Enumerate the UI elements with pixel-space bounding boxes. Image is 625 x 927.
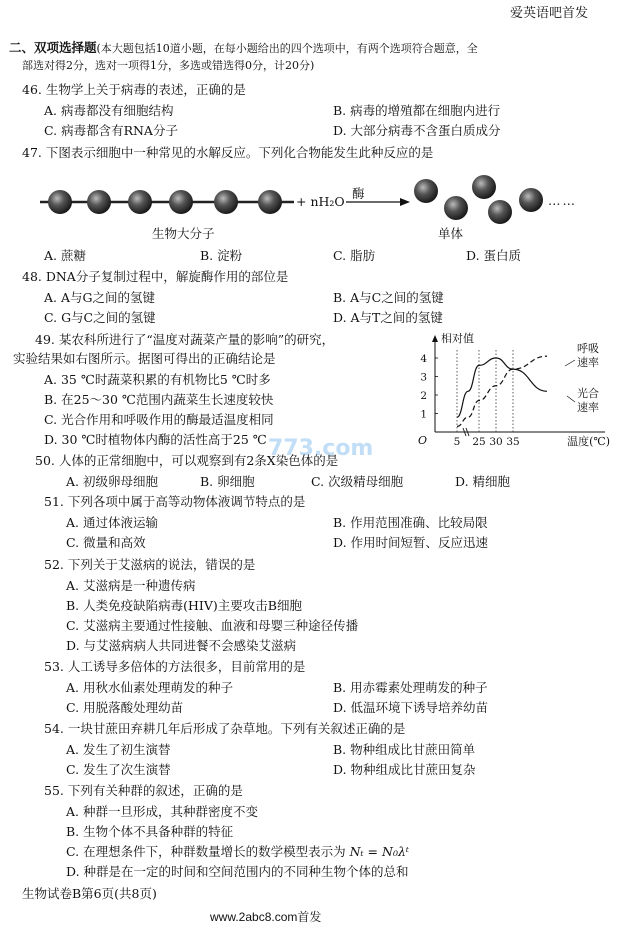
section-title: 二、双项选择题 — [9, 40, 97, 55]
y-tick-label: 3 — [420, 371, 427, 384]
monomer — [519, 188, 543, 212]
q46-option-c: C. 病毒都含有RNA分子 — [44, 123, 178, 138]
q47-option-b: B. 淀粉 — [200, 248, 243, 263]
q55-option-a: A. 种群一旦形成，其种群密度不变 — [66, 804, 258, 819]
q54-option-c: C. 发生了次生演替 — [66, 762, 171, 777]
q46-option-b: B. 病毒的增殖都在细胞内进行 — [333, 103, 501, 118]
section-instruction-2: 部选对得2分，选对一项得1分，多选或错选得0分，计20分) — [22, 59, 315, 72]
x-tick-label: 5 — [453, 436, 461, 448]
q50-stem: 50. 人体的正常细胞中，可以观察到有2条X染色体的是 — [35, 453, 339, 468]
section-heading — [9, 40, 478, 56]
q49-stem-line1: 49. 某农科所进行了“温度对蔬菜产量的影响”的研究， — [35, 332, 335, 347]
q46-option-a: A. 病毒都没有细胞结构 — [44, 103, 174, 118]
q55-formula: Nₜ = N₀λᵗ — [349, 844, 409, 859]
q51-option-a: A. 通过体液运输 — [66, 515, 158, 530]
monomer — [472, 175, 496, 199]
temperature-rate-chart — [405, 330, 620, 455]
legend-leader — [565, 360, 575, 366]
diagram-enzyme-label: 酶 — [352, 186, 365, 201]
legend-respiration-label: 呼吸 — [577, 342, 599, 355]
q52-option-a: A. 艾滋病是一种遗传病 — [66, 578, 196, 593]
q48-option-d: D. A与T之间的氢键 — [333, 310, 443, 325]
watermark-logo: 773.com — [268, 436, 374, 461]
legend-respiration-label: 速率 — [577, 356, 599, 369]
q46-stem: 46. 生物学上关于病毒的表述，正确的是 — [22, 82, 246, 97]
q47-stem: 47. 下图表示细胞中一种常见的水解反应。下列化合物能发生此种反应的是 — [22, 145, 434, 160]
q55-option-c-text: C. 在理想条件下，种群数量增长的数学模型表示为 — [66, 844, 346, 859]
macromolecule-unit — [48, 190, 72, 214]
macromolecule-unit — [214, 190, 238, 214]
q51-option-b: B. 作用范围准确、比较局限 — [333, 515, 488, 530]
q48-option-c: C. G与C之间的氢键 — [44, 310, 156, 325]
q52-stem: 52. 下列关于艾滋病的说法，错误的是 — [44, 557, 256, 572]
q51-option-d: D. 作用时间短暂、反应迅速 — [333, 535, 489, 550]
q53-stem: 53. 人工诱导多倍体的方法很多，目前常用的是 — [44, 659, 306, 674]
q54-option-b: B. 物种组成比甘蔗田简单 — [333, 742, 476, 757]
q53-option-a: A. 用秋水仙素处理萌发的种子 — [66, 680, 233, 695]
q50-option-c: C. 次级精母细胞 — [311, 474, 404, 489]
footer-source: www.2abc8.com首发 — [210, 910, 322, 924]
monomer — [444, 196, 468, 220]
header-source-label: 爱英语吧首发 — [510, 6, 589, 21]
x-tick-label: 35 — [506, 436, 520, 448]
q52-option-d: D. 与艾滋病病人共同进餐不会感染艾滋病 — [66, 638, 297, 653]
q54-option-d: D. 物种组成比甘蔗田复杂 — [333, 762, 476, 777]
diagram-macromolecule-label: 生物大分子 — [152, 226, 215, 241]
legend-leader — [567, 396, 575, 402]
monomer — [488, 200, 512, 224]
diagram-ellipsis: …… — [548, 193, 577, 208]
x-tick-label: 30 — [489, 436, 503, 448]
macromolecule-unit — [169, 190, 193, 214]
q50-option-b: B. 卵细胞 — [200, 474, 255, 489]
q46-option-d: D. 大部分病毒不含蛋白质成分 — [333, 123, 501, 138]
macromolecule-unit — [87, 190, 111, 214]
q53-option-b: B. 用赤霉素处理萌发的种子 — [333, 680, 488, 695]
q51-option-c: C. 微量和高效 — [66, 535, 146, 550]
q49-option-c: C. 光合作用和呼吸作用的酶最适温度相同 — [44, 412, 274, 427]
q49-option-b: B. 在25～30 ℃范围内蔬菜生长速度较快 — [44, 392, 274, 407]
q50-option-d: D. 精细胞 — [455, 474, 511, 489]
q51-stem: 51. 下列各项中属于高等动物体液调节特点的是 — [44, 494, 306, 509]
x-axis-label: 温度(℃) — [567, 435, 610, 448]
q48-option-a: A. A与G之间的氢键 — [44, 290, 155, 305]
x-tick-label: 25 — [472, 436, 486, 448]
legend-photosynthesis-label: 速率 — [577, 401, 599, 414]
q49-option-d: D. 30 ℃时植物体内酶的活性高于25 ℃ — [44, 432, 267, 447]
q52-option-c: C. 艾滋病主要通过性接触、血液和母婴三种途径传播 — [66, 618, 359, 633]
q54-stem: 54. 一块甘蔗田弃耕几年后形成了杂草地。下列有关叙述正确的是 — [44, 721, 406, 736]
macromolecule-unit — [258, 190, 282, 214]
q55-option-d: D. 种群是在一定的时间和空间范围内的不同种生物个体的总和 — [66, 864, 409, 879]
q53-option-c: C. 用脱落酸处理幼苗 — [66, 700, 184, 715]
series-line-photosynthesis — [457, 358, 547, 417]
y-tick-label: 2 — [420, 390, 427, 402]
q52-option-b: B. 人类免疫缺陷病毒(HIV)主要攻击B细胞 — [66, 598, 302, 613]
q55-option-b: B. 生物个体不具备种群的特征 — [66, 824, 234, 839]
q47-option-d: D. 蛋白质 — [466, 248, 522, 263]
q49-option-a: A. 35 ℃时蔬菜积累的有机物比5 ℃时多 — [44, 372, 271, 387]
q54-option-a: A. 发生了初生演替 — [66, 742, 171, 757]
q55-option-c — [66, 844, 409, 859]
q50-option-a: A. 初级卵母细胞 — [66, 474, 158, 489]
q55-stem: 55. 下列有关种群的叙述，正确的是 — [44, 783, 243, 798]
y-axis-label: 相对值 — [441, 332, 474, 345]
y-axis-arrow — [432, 335, 438, 342]
monomer — [414, 179, 438, 203]
q49-stem-line2: 实验结果如右图所示。据图可得出的正确结论是 — [13, 351, 276, 366]
y-tick-label: 1 — [420, 408, 427, 421]
section-instruction-1: (本大题包括10道小题，在每小题给出的四个选项中，有两个选项符合题意，全 — [96, 42, 478, 55]
macromolecule-unit — [128, 190, 152, 214]
series-line-respiration — [457, 356, 547, 426]
q48-option-b: B. A与C之间的氢键 — [333, 290, 444, 305]
origin-label: O — [417, 434, 427, 447]
q47-option-c: C. 脂肪 — [333, 248, 376, 263]
diagram-water-label: + nH₂O — [296, 194, 345, 209]
q48-stem: 48. DNA分子复制过程中，解旋酶作用的部位是 — [22, 269, 289, 284]
y-tick-label: 4 — [420, 353, 427, 365]
q47-option-a: A. 蔗糖 — [44, 248, 86, 263]
diagram-monomer-label: 单体 — [438, 226, 464, 241]
page-footer: 生物试卷B第6页(共8页) — [22, 886, 157, 901]
q53-option-d: D. 低温环境下诱导培养幼苗 — [333, 700, 489, 715]
legend-photosynthesis-label: 光合 — [577, 387, 599, 400]
